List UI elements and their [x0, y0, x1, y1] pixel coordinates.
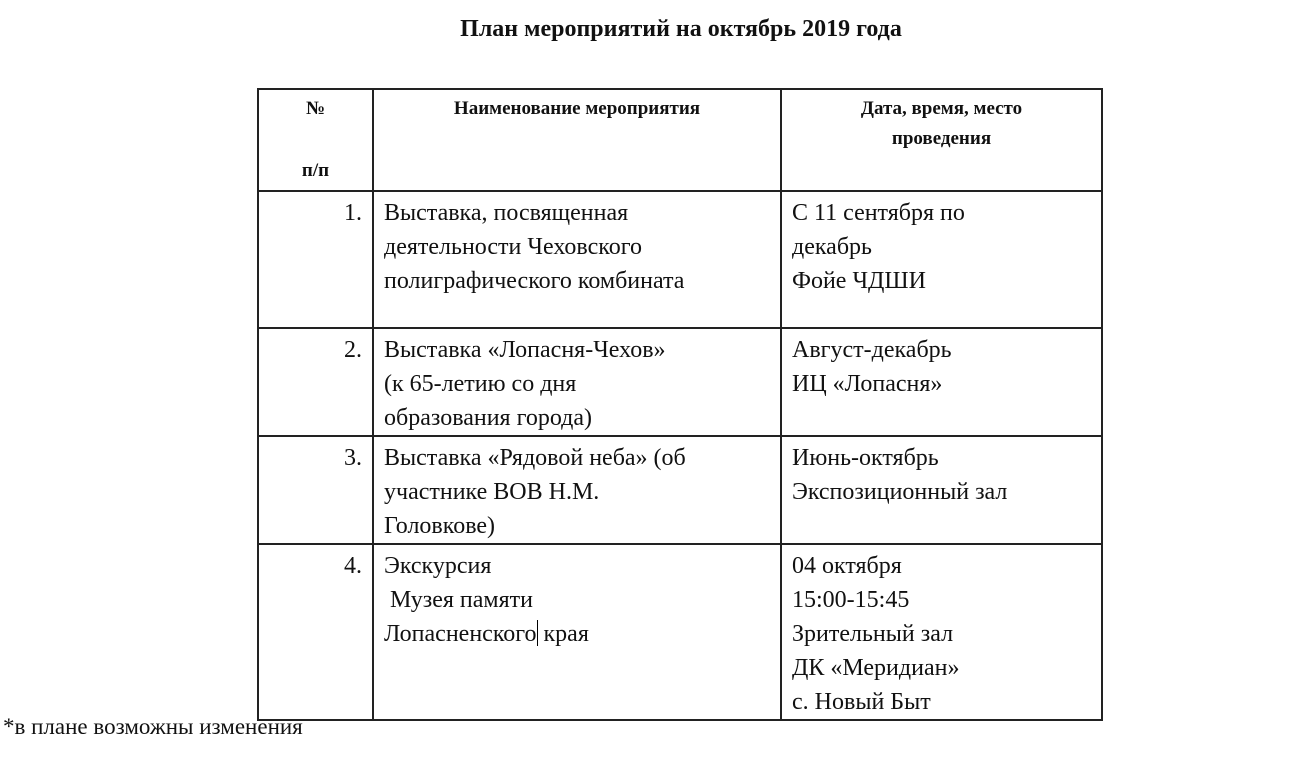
text-line: полиграфического комбината — [384, 268, 685, 294]
table-header-row — [258, 89, 1102, 191]
row-number: 4. — [258, 544, 373, 720]
header-date-line1: Дата, время, место — [860, 98, 1023, 119]
header-number — [258, 89, 373, 191]
event-date-place[interactable] — [781, 191, 1102, 328]
row-number: 2. — [258, 328, 373, 436]
text-line: ДК «Меридиан» — [792, 655, 960, 681]
event-name[interactable] — [373, 328, 781, 436]
text-line: 15:00-15:45 — [792, 587, 910, 613]
text-line: ИЦ «Лопасня» — [792, 371, 943, 397]
text-line: декабрь — [792, 234, 872, 260]
text-line: Выставка «Лопасня-Чехов» — [384, 337, 666, 363]
text-line: с. Новый Быт — [792, 689, 931, 715]
table-row — [258, 191, 1102, 328]
table-row — [258, 328, 1102, 436]
text-line: Экскурсия — [384, 553, 492, 579]
event-date-place[interactable] — [781, 328, 1102, 436]
text-line: 04 октября — [792, 553, 902, 579]
text-line: С 11 сентября по — [792, 200, 965, 226]
text-segment: края — [543, 621, 589, 647]
table-row — [258, 544, 1102, 720]
event-name[interactable] — [373, 436, 781, 544]
text-line: Экспозиционный зал — [792, 479, 1008, 505]
header-number-line1: № — [305, 98, 326, 119]
header-number-line2: п/п — [301, 160, 330, 181]
text-line: Фойе ЧДШИ — [792, 268, 926, 294]
text-line: Выставка, посвященная — [384, 200, 629, 226]
event-date-place[interactable] — [781, 436, 1102, 544]
page-title: План мероприятий на октябрь 2019 года — [460, 16, 902, 42]
event-name[interactable] — [373, 191, 781, 328]
table-row — [258, 436, 1102, 544]
event-name[interactable] — [373, 544, 781, 720]
text-line: образования города) — [384, 405, 593, 431]
row-number: 1. — [258, 191, 373, 328]
text-line: Музея памяти — [384, 587, 533, 613]
header-date — [781, 89, 1102, 191]
header-name: Наименование мероприятия — [373, 89, 781, 191]
text-line: Зрительный зал — [792, 621, 954, 647]
text-line — [384, 617, 772, 651]
text-segment: Лопасненского — [384, 621, 537, 647]
event-date-place[interactable] — [781, 544, 1102, 720]
text-line: участнике ВОВ Н.М. — [384, 479, 600, 505]
header-date-line2: проведения — [891, 128, 992, 149]
text-line: (к 65-летию со дня — [384, 371, 577, 397]
text-line: Головкове) — [384, 513, 496, 539]
events-table — [257, 88, 1103, 721]
text-line: Выставка «Рядовой неба» (об — [384, 445, 686, 471]
text-line: деятельности Чеховского — [384, 234, 642, 260]
text-line: Июнь-октябрь — [792, 445, 939, 471]
text-cursor — [537, 620, 538, 646]
row-number: 3. — [258, 436, 373, 544]
footnote: *в плане возможны изменения — [3, 714, 303, 739]
text-line: Август-декабрь — [792, 337, 952, 363]
